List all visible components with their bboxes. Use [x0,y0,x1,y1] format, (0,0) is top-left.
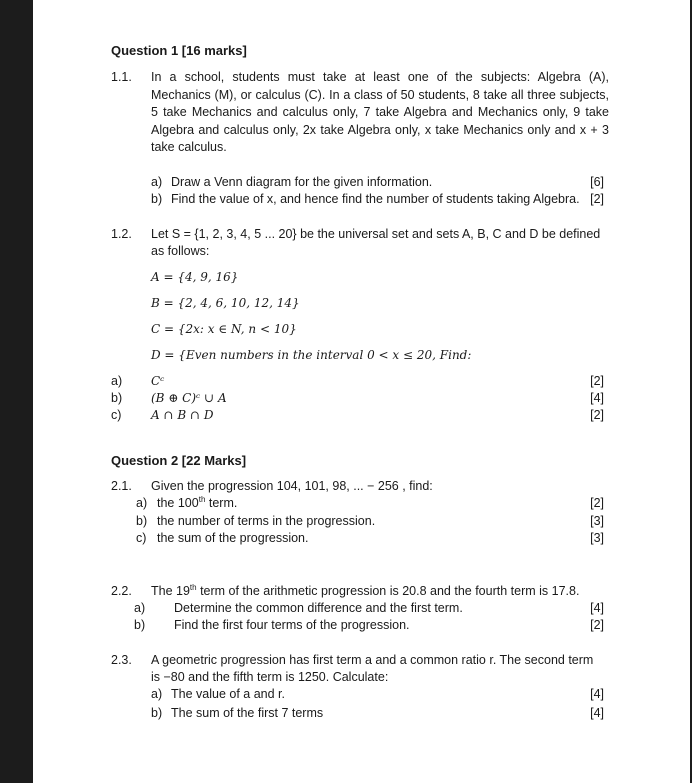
q1-2-a-mark: [2] [590,374,604,388]
q2-2-text: The 19th term of the arithmetic progression is 20.8 and the fourth term is 17.8. [151,582,580,598]
set-d-definition: D = {Even numbers in the interval 0 < x ≤ 20, Find: [151,348,472,362]
q2-1-b-label: b) [136,514,148,528]
q1-1-text: In a school, students must take at least one of the subjects: Algebra (A), Mechanics (M), or calculus (C). In a class of 50 students, 8 take all three subjects, 5 take Mechanics and calculus only, 7 take Algebra and Mechanics only, 9 take Algebra and calculus only, 2x take Algebra only, x take Mechanics only and x + 3 take calculus. [151,70,609,154]
q1-2-a-label: a) [111,374,123,388]
q2-3-line1: A geometric progression has first term a and a common ratio r. The second term [151,653,594,667]
q1-2-c-mark: [2] [590,408,604,422]
q1-2-b-mark: [4] [590,391,604,405]
q2-1-c-label: c) [136,531,147,545]
q2-3-a-text: The value of a and r. [171,687,285,701]
q1-1-a-label: a) [151,175,163,189]
set-a-definition: A = {4, 9, 16} [151,270,239,284]
question-1-heading: Question 1 [16 marks] [111,43,247,58]
q1-2-line2: as follows: [151,244,210,258]
q2-2-b-text: Find the first four terms of the progression. [174,618,410,632]
q1-2-number: 1.2. [111,227,132,241]
q2-1-b-mark: [3] [590,514,604,528]
q1-2-a-expression: Cᶜ [151,374,165,388]
q2-3-a-mark: [4] [590,687,604,701]
q2-2-b-label: b) [134,618,146,632]
q1-2-b-label: b) [111,391,123,405]
q2-2-a-mark: [4] [590,601,604,615]
q2-1-c-mark: [3] [590,531,604,545]
set-c-definition: C = {2x: x ∈ N, n < 10} [151,322,297,336]
q1-2-c-expression: A ∩ B ∩ D [151,408,214,422]
q2-1-number: 2.1. [111,479,132,493]
q1-1-b-text: Find the value of x, and hence find the number of students taking Algebra. [171,192,580,206]
q2-3-b-text: The sum of the first 7 terms [171,706,324,720]
q1-1-b-mark: [2] [590,192,604,206]
q2-1-a-text: the 100th term. [157,494,238,510]
q2-1-b-text: the number of terms in the progression. [157,514,376,528]
q1-2-b-expression: (B ⊕ C)ᶜ ∪ A [151,391,227,405]
q1-2-line1: Let S = {1, 2, 3, 4, 5 ... 20} be the universal set and sets A, B, C and D be defined [151,227,601,241]
q2-3-number: 2.3. [111,653,132,667]
q2-3-b-label: b) [151,706,163,720]
q1-2-c-label: c) [111,408,122,422]
q1-1-a-mark: [6] [590,175,604,189]
q2-1-text: Given the progression 104, 101, 98, ... − 256 , find: [151,479,433,493]
q2-2-a-text: Determine the common difference and the first term. [174,601,463,615]
q2-1-c-text: the sum of the progression. [157,531,309,545]
q1-1-b-label: b) [151,192,163,206]
q1-1-a-text: Draw a Venn diagram for the given information. [171,175,433,189]
q2-2-b-mark: [2] [590,618,604,632]
q2-2-number: 2.2. [111,584,132,598]
q2-3-line2: is −80 and the fifth term is 1250. Calculate: [151,670,389,684]
q2-1-a-label: a) [136,496,148,510]
set-b-definition: B = {2, 4, 6, 10, 12, 14} [151,296,300,310]
left-dark-margin [0,0,33,783]
q1-1-number: 1.1. [111,70,132,84]
question-2-heading: Question 2 [22 Marks] [111,453,247,468]
q2-3-b-mark: [4] [590,706,604,720]
q2-3-a-label: a) [151,687,163,701]
q2-2-a-label: a) [134,601,146,615]
q2-1-a-mark: [2] [590,496,604,510]
